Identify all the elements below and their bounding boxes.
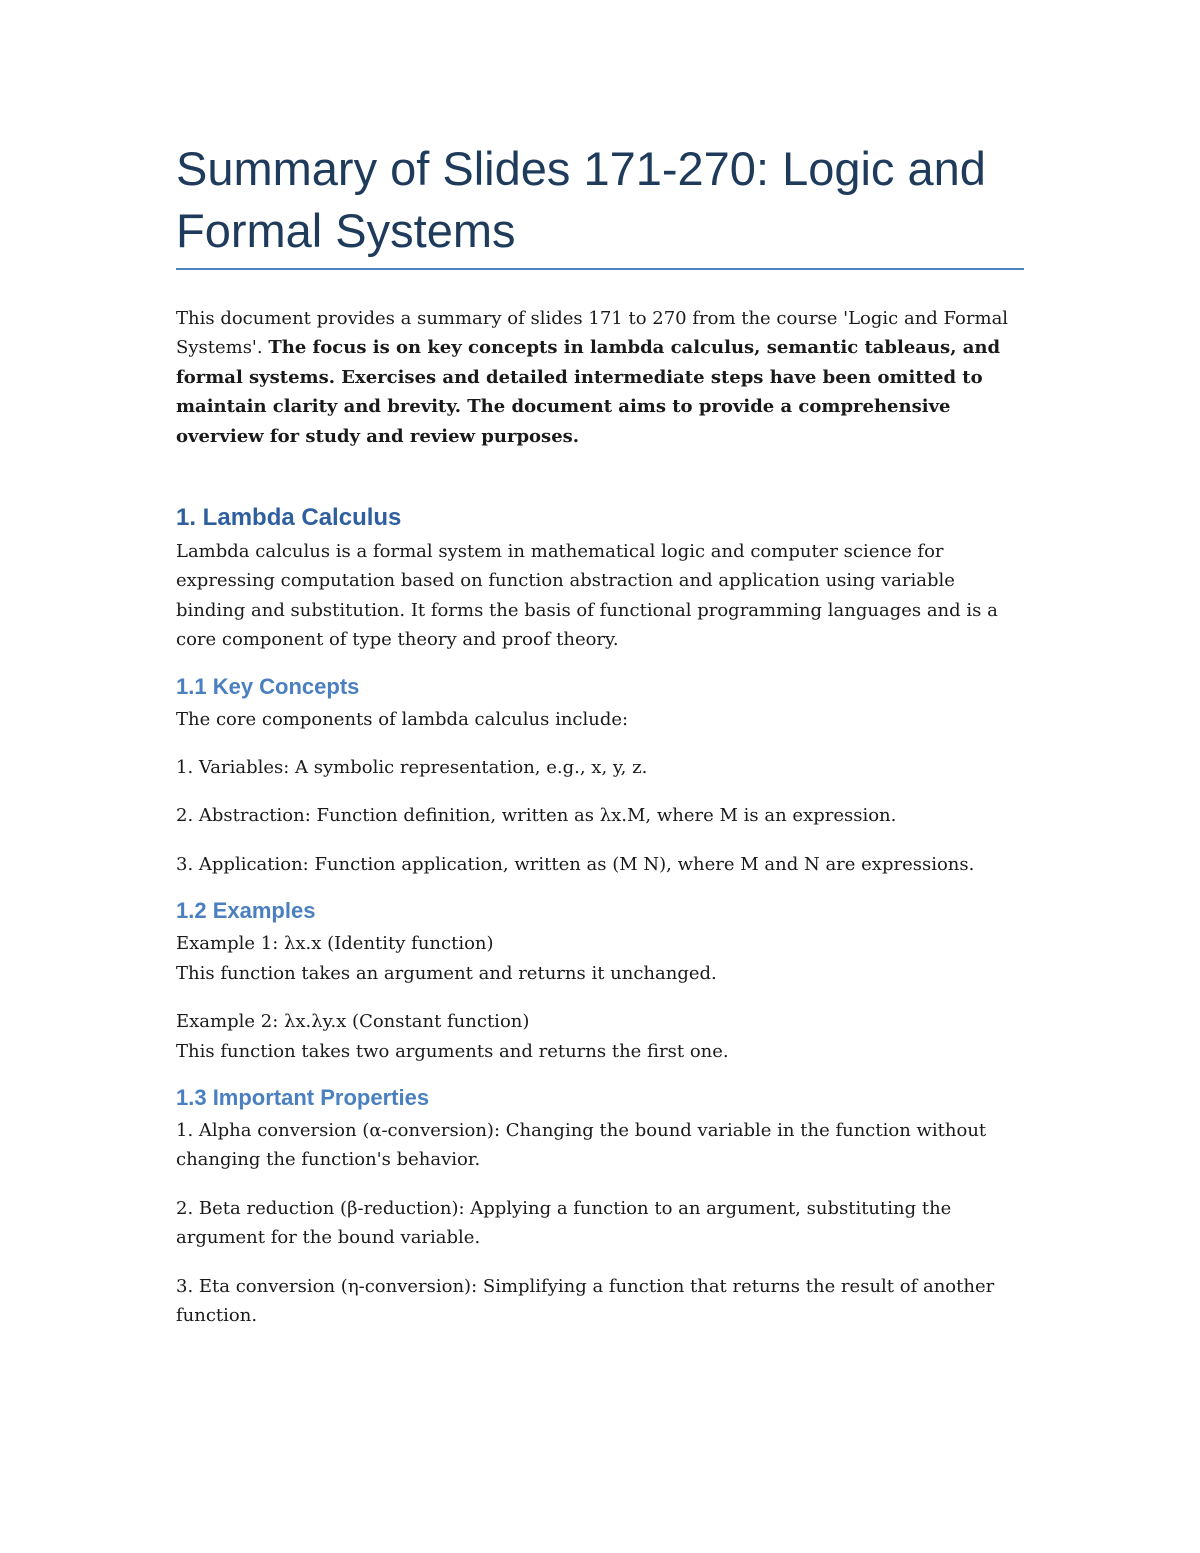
intro-plain-text: This document provides a summary of slides 171 to 270 from the course 'Logic and Formal Systems'. [176,308,1009,359]
key-concept-item: 2. Abstraction: Function definition, written as λx.M, where M is an expression. [176,805,897,827]
example-label: Example 1: λx.x (Identity function) [176,933,494,955]
section-heading-examples: 1.2 Examples [176,898,316,924]
key-concept-item: 1. Variables: A symbolic representation, e.g., x, y, z. [176,757,648,779]
section-heading-lambda-calculus: 1. Lambda Calculus [176,504,402,532]
property-item: 3. Eta conversion (η-conversion): Simplifying a function that returns the result of another function. [176,1275,995,1326]
example-label: Example 2: λx.λy.x (Constant function) [176,1011,530,1033]
document-page [176,138,1024,1330]
property-item: 1. Alpha conversion (α-conversion): Changing the bound variable in the function without changing the function's behavior. [176,1119,987,1171]
example-description: This function takes two arguments and returns the first one. [176,1040,729,1062]
key-concepts-intro: The core components of lambda calculus include: [176,708,629,730]
intro-bold-text: The focus is on key concepts in lambda calculus, semantic tableaus, and formal systems. Exercises and detailed intermediate steps have been omitted to maintain clarity and brevity. The document aims to provide a comprehensive overview for study and review purposes. [176,337,1001,447]
section-heading-key-concepts: 1.1 Key Concepts [176,673,360,699]
section-body-lambda-calculus: Lambda calculus is a formal system in mathematical logic and computer science for expressing computation based on function abstraction and application using variable binding and substitution. It forms the basis of functional programming languages and is a core component of type theory and proof theory. [176,541,998,651]
section-heading-important-properties: 1.3 Important Properties [176,1084,430,1110]
example-description: This function takes an argument and returns it unchanged. [176,962,717,984]
title-divider [176,268,1024,270]
intro-paragraph [176,304,1024,451]
property-item: 2. Beta reduction (β-reduction): Applying a function to an argument, substituting the argument for the bound variable. [176,1197,952,1249]
document-title: Summary of Slides 171-270: Logic and Formal Systems [176,142,986,257]
key-concept-item: 3. Application: Function application, written as (M N), where M and N are expressions. [176,853,975,875]
